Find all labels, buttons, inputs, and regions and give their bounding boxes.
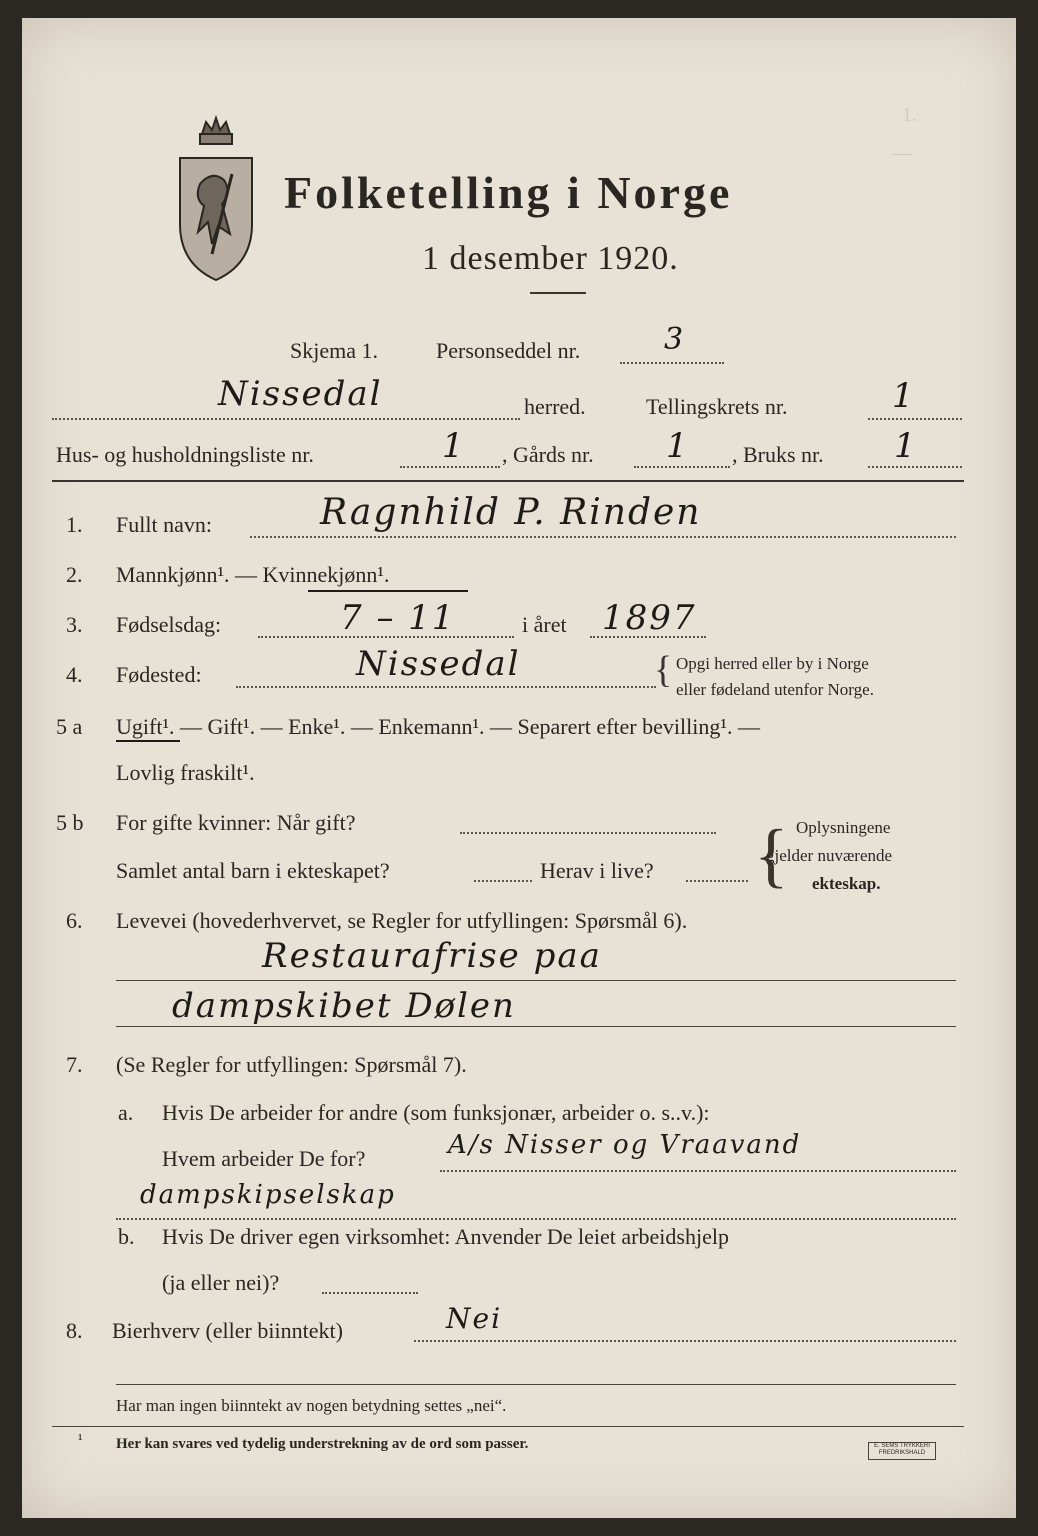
q5b-note-line2: gjelder nuværende [766,846,893,865]
q3-label: Fødselsdag: [116,612,222,637]
personseddel-field-line [620,362,724,364]
q4-brace: { [654,649,673,691]
bruks-value[interactable]: 1 [894,426,918,466]
personseddel-value[interactable]: 3 [664,322,686,357]
q5b-note-line3: ekteskap. [812,874,881,893]
q8-field-line [414,1340,956,1342]
q4-birthplace-value[interactable]: Nissedal [356,644,521,684]
printer-stamp [868,1442,936,1460]
q6-number: 6. [66,908,83,933]
q8-side-income-value[interactable]: Nei [446,1302,503,1335]
q5b-note-line1: Oplysningene [796,818,891,837]
form-title: Folketelling i Norge [284,167,733,218]
q3-year-value[interactable]: 1897 [602,598,697,638]
q7b-field[interactable] [322,1292,418,1294]
personseddel-label: Personseddel nr. [436,338,581,363]
q1-full-name-value[interactable]: Ragnhild P. Rinden [320,492,702,533]
q7a-label: Hvis De arbeider for andre (som funksjonær, arbeider o. s..v.): [162,1100,710,1125]
q8-number: 8. [66,1318,83,1343]
q2-number: 2. [66,562,83,587]
form-date: 1 desember 1920. [422,240,679,277]
printer-stamp-line2: FREDRIKSHALD [878,1450,926,1456]
q3-birthdate-value[interactable]: 7 – 11 [340,598,456,638]
q5b-when-married-field[interactable] [460,832,716,834]
q1-label: Fullt navn: [116,512,212,537]
q7a-employer-value-line2[interactable]: dampskipselskap [140,1180,396,1210]
q7-number: 7. [66,1052,83,1077]
norwegian-coat-of-arms-icon [172,114,260,284]
tellingskrets-value[interactable]: 1 [892,376,916,416]
herred-field-line [52,418,520,420]
q5a-number: 5 a [56,714,83,739]
footer-note: Har man ingen biinntekt av nogen betydning settes „nei“. [116,1396,507,1415]
bruks-field-line [868,466,962,468]
q6-answer-line1 [116,980,956,981]
bleed-through-text: — [892,142,912,164]
hus-field-line [400,466,500,468]
footnote-mark: ¹ [78,1432,83,1448]
q5b-children-field[interactable] [474,880,532,882]
q4-field-line [236,686,656,688]
q7a-employer-label: Hvem arbeider De for? [162,1146,366,1171]
census-form-sheet [22,18,1016,1518]
schema-label: Skjema 1. [290,338,378,363]
gards-value[interactable]: 1 [666,426,690,466]
q6-occupation-value-line1[interactable]: Restaurafrise paa [262,936,602,976]
q5a-ugift-underline [116,740,180,742]
q2-kvinnekjonn-underline [308,590,468,592]
herred-value[interactable]: Nissedal [218,374,383,414]
q4-note-line1: Opgi herred eller by i Norge [676,654,869,673]
q8-label: Bierhverv (eller biinntekt) [112,1318,343,1343]
q6-label: Levevei (hovederhvervet, se Regler for utfyllingen: Spørsmål 6). [116,908,688,933]
tellingskrets-label: Tellingskrets nr. [646,394,788,419]
gards-label: , Gårds nr. [502,442,594,467]
q7a-employer-value-line1[interactable]: A/s Nisser og Vraavand [448,1130,802,1160]
q5b-alive-label: Herav i live? [540,858,654,883]
footer-divider [52,1426,964,1427]
hus-label: Hus- og husholdningsliste nr. [56,442,314,467]
q7a-field-line1 [440,1170,956,1172]
section-divider [52,480,964,482]
q4-note-line2: eller fødeland utenfor Norge. [676,680,874,699]
bruks-label: , Bruks nr. [732,442,824,467]
title-divider [530,292,586,294]
q7a-field-line2 [116,1218,956,1220]
q7b-label: Hvis De driver egen virksomhet: Anvender De leiet arbeidshjelp [162,1224,729,1249]
q7b-letter: b. [118,1224,135,1249]
gards-field-line [634,466,730,468]
q5a-label: Ugift¹. — Gift¹. — Enke¹. — Enkemann¹. — Separert efter bevilling¹. — [116,714,760,739]
q4-number: 4. [66,662,83,687]
printer-stamp-line1: E. SEMS TRYKKERI [874,1443,930,1449]
q1-number: 1. [66,512,83,537]
q7-label: (Se Regler for utfyllingen: Spørsmål 7). [116,1052,467,1077]
q8-answer-line2 [116,1384,956,1385]
tellingskrets-field-line [868,418,962,420]
q5b-label: For gifte kvinner: Når gift? [116,810,356,835]
q2-label: Mannkjønn¹. — Kvinnekjønn¹. [116,562,390,587]
q5b-alive-field[interactable] [686,880,748,882]
q6-answer-line2 [116,1026,956,1027]
q3-year-label: i året [522,612,567,637]
q5a-label-continued: Lovlig fraskilt¹. [116,760,255,785]
bleed-through-text: 1. [902,104,917,126]
footnote-text: Her kan svares ved tydelig understrekning av de ord som passer. [116,1436,529,1452]
q7b-label-continued: (ja eller nei)? [162,1270,280,1295]
q1-field-line [250,536,956,538]
q3-number: 3. [66,612,83,637]
q5b-brace: { [754,815,789,895]
q5b-children-label: Samlet antal barn i ekteskapet? [116,858,390,883]
q4-label: Fødested: [116,662,202,687]
q6-occupation-value-line2[interactable]: dampskibet Dølen [172,986,516,1026]
herred-label: herred. [524,394,586,419]
hus-value[interactable]: 1 [442,426,466,466]
q7a-letter: a. [118,1100,134,1125]
q5b-number: 5 b [56,810,84,835]
